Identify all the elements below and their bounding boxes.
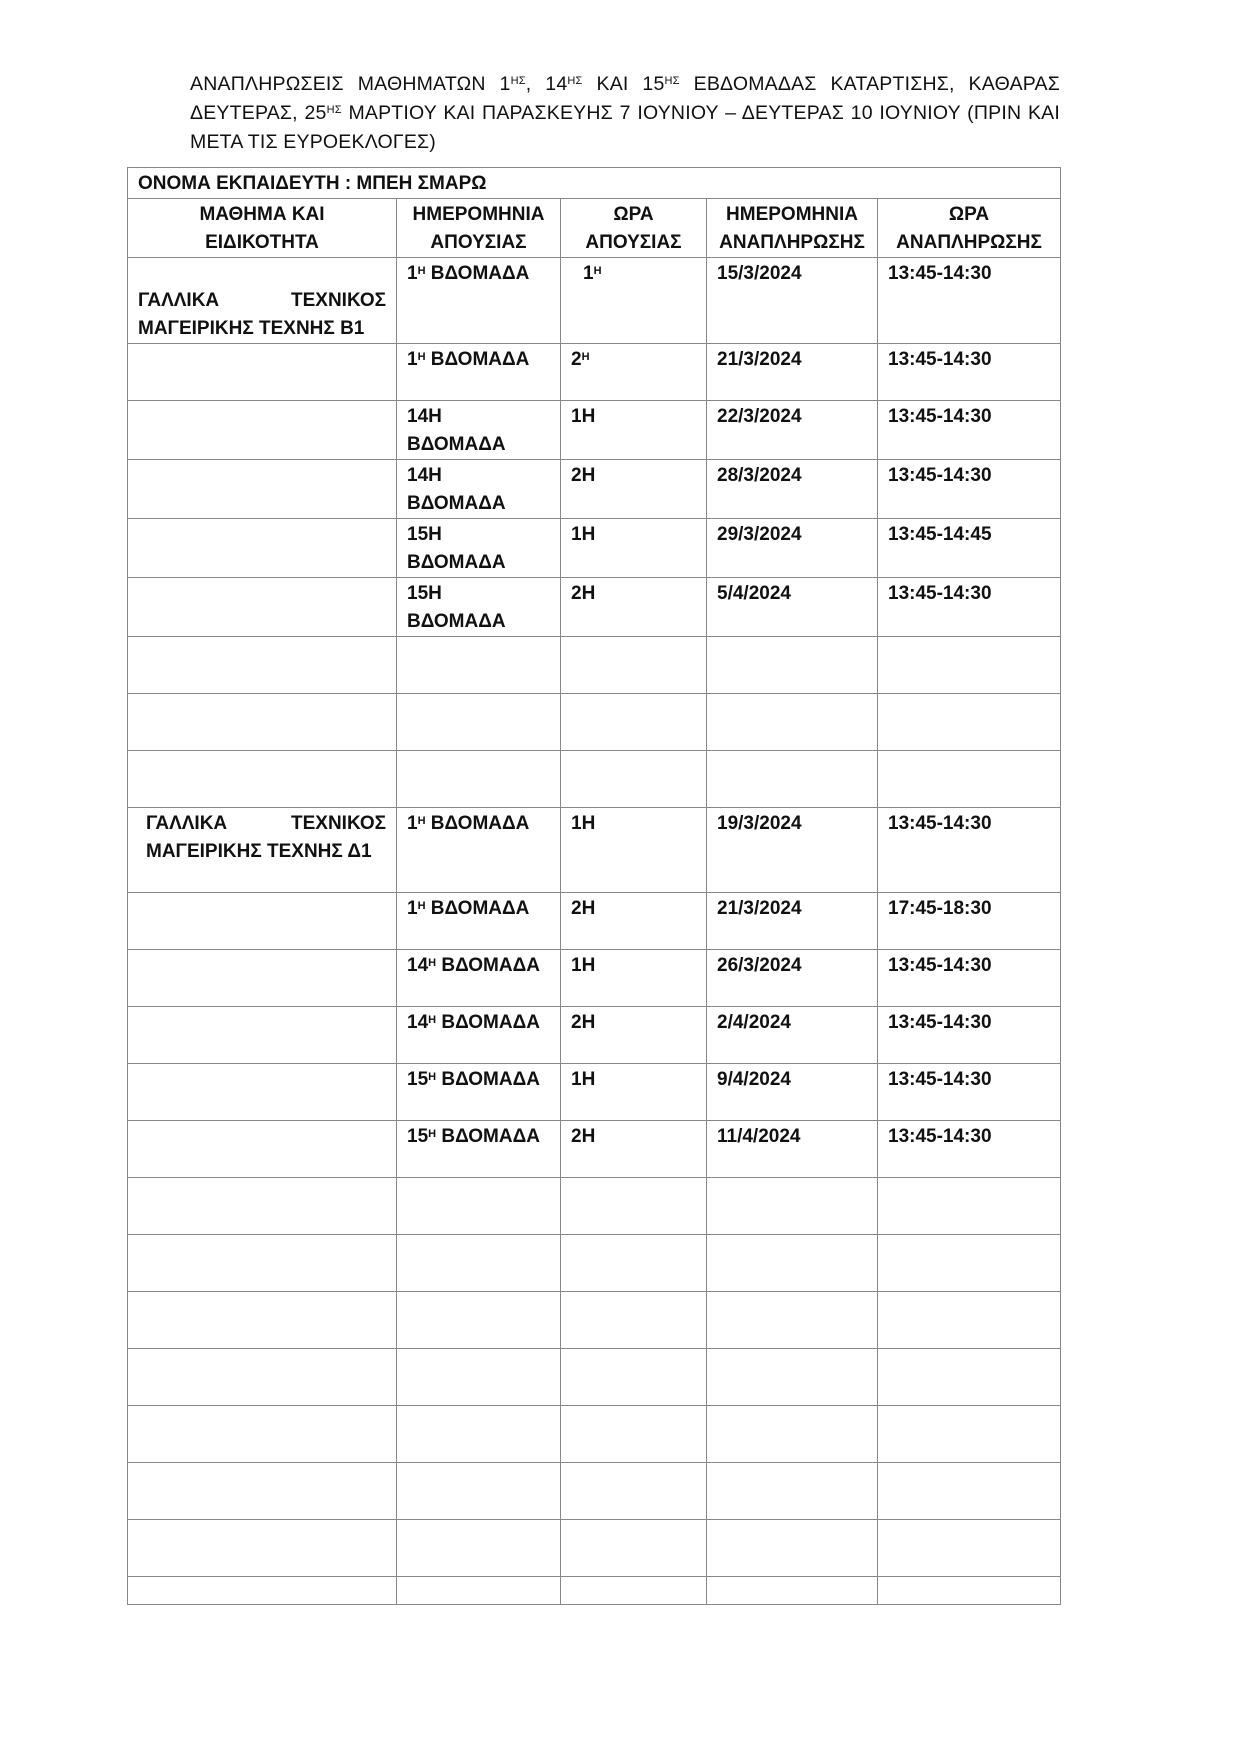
hour-sup: Η [581,351,590,363]
week-number: 14Η [407,406,442,427]
empty-cell [707,1520,878,1577]
week-number: 1 [407,813,418,834]
makeup-time: 13:45-14:30 [878,344,1061,401]
week-number: 14Η [407,465,442,486]
week-sup: Η [417,815,426,827]
makeup-time: 17:45-18:30 [878,893,1061,950]
empty-row [128,1235,1061,1292]
absence-hour: 2Η [561,460,707,519]
empty-cell [128,1577,397,1605]
makeup-date: 11/4/2024 [707,1121,878,1178]
table-row [128,344,1061,401]
makeup-date: 5/4/2024 [707,578,878,637]
week-label: ΒΔΟΜΑΔΑ [436,1126,540,1147]
week-label: ΒΔΟΜΑΔΑ [425,263,530,284]
empty-cell [561,694,707,751]
week-number: 15Η [407,524,442,545]
header-line: ΕΙΔΙΚΟΤΗΤΑ [205,232,319,253]
intro-text: ΑΝΑΠΛΗΡΩΣΕΙΣ ΜΑΘΗΜΑΤΩΝ 1 [190,73,511,95]
subject-cell [128,950,397,1007]
makeup-time: 13:45-14:30 [878,460,1061,519]
absence-hour: 2Η [561,1007,707,1064]
empty-row [128,1577,1061,1605]
week-number: 1 [407,349,418,370]
week-number: 14 [407,955,429,976]
empty-row [128,1178,1061,1235]
subject-line: ΓΑΛΛΙΚΑ ΤΕΧΝΙΚΟΣ [146,813,386,834]
instructor-name: ΟΝΟΜΑ ΕΚΠΑΙΔΕΥΤΗ : ΜΠΕΗ ΣΜΑΡΩ [128,168,1061,199]
makeup-schedule-table [127,167,1061,1605]
empty-cell [397,1520,561,1577]
makeup-time: 13:45-14:45 [878,519,1061,578]
makeup-date: 15/3/2024 [707,258,878,344]
week-sup: Η [417,900,426,912]
subject-cell [128,344,397,401]
week-number: 15 [407,1069,429,1090]
week-label: ΒΔΟΜΑΔΑ [407,552,506,573]
empty-row [128,637,1061,694]
empty-cell [128,637,397,694]
absence-week [397,401,561,460]
week-label: ΒΔΟΜΑΔΑ [407,493,506,514]
header-line: ΩΡΑ [613,204,654,225]
empty-cell [707,1463,878,1520]
empty-row [128,1406,1061,1463]
week-label: ΒΔΟΜΑΔΑ [436,1069,540,1090]
header-line: ΩΡΑ [948,204,990,225]
instructor-row [128,168,1061,199]
empty-cell [397,1577,561,1605]
week-sup: Η [417,265,426,277]
empty-cell [128,694,397,751]
header-line: ΑΠΟΥΣΙΑΣ [430,232,527,253]
absence-hour: 1Η [561,808,707,893]
makeup-time: 13:45-14:30 [878,808,1061,893]
header-cell [397,199,561,258]
hour-sup: Η [593,265,602,277]
table-row [128,1064,1061,1121]
empty-cell [128,1520,397,1577]
empty-row [128,1292,1061,1349]
makeup-date: 28/3/2024 [707,460,878,519]
makeup-date: 26/3/2024 [707,950,878,1007]
subject-cell [128,578,397,637]
empty-cell [878,1463,1061,1520]
subject-cell [128,1007,397,1064]
empty-row [128,1520,1061,1577]
makeup-time: 13:45-14:30 [878,1064,1061,1121]
subject-line: ΜΑΓΕΙΡΙΚΗΣ ΤΕΧΝΗΣ Δ1 [146,841,372,862]
header-cell [561,199,707,258]
intro-sup: ΗΣ [510,75,526,87]
makeup-time: 13:45-14:30 [878,1121,1061,1178]
hour-number: 1 [583,263,594,284]
subject-line: ΓΑΛΛΙΚΑ ΤΕΧΝΙΚΟΣ [138,290,386,311]
empty-cell [397,1235,561,1292]
absence-week [397,344,561,401]
empty-cell [561,1520,707,1577]
subject-cell [128,460,397,519]
absence-hour: 1Η [561,1064,707,1121]
empty-cell [128,1235,397,1292]
document-intro [190,70,1060,157]
absence-week [397,578,561,637]
header-cell [878,199,1061,258]
table-row [128,1007,1061,1064]
empty-cell [707,1349,878,1406]
empty-cell [561,1406,707,1463]
table-row [128,460,1061,519]
week-number: 15 [407,1126,429,1147]
empty-row [128,751,1061,808]
empty-cell [707,1178,878,1235]
empty-cell [561,1235,707,1292]
subject-line: ΜΑΓΕΙΡΙΚΗΣ ΤΕΧΝΗΣ Β1 [138,318,365,339]
empty-cell [561,751,707,808]
week-sup: Η [417,351,426,363]
makeup-date: 21/3/2024 [707,344,878,401]
table-row [128,401,1061,460]
empty-cell [397,637,561,694]
week-sup: Η [428,1128,437,1140]
week-number: 1 [407,263,418,284]
empty-cell [397,1178,561,1235]
empty-cell [561,637,707,694]
empty-cell [707,751,878,808]
empty-cell [397,1349,561,1406]
intro-text: ΚΑΙ 15 [582,73,665,95]
week-label: ΒΔΟΜΑΔΑ [425,349,530,370]
empty-cell [128,1406,397,1463]
makeup-date: 29/3/2024 [707,519,878,578]
absence-week [397,519,561,578]
subject-cell [128,401,397,460]
subject-cell [128,1121,397,1178]
absence-hour: 1Η [561,950,707,1007]
empty-row [128,1463,1061,1520]
empty-cell [707,637,878,694]
week-label: ΒΔΟΜΑΔΑ [425,813,530,834]
empty-cell [878,637,1061,694]
empty-cell [878,1520,1061,1577]
table-row [128,519,1061,578]
makeup-date: 2/4/2024 [707,1007,878,1064]
week-label: ΒΔΟΜΑΔΑ [436,955,540,976]
makeup-time: 13:45-14:30 [878,1007,1061,1064]
empty-cell [128,1292,397,1349]
absence-week [397,950,561,1007]
empty-cell [878,1577,1061,1605]
header-line: ΜΑΘΗΜΑ ΚΑΙ [199,204,325,225]
table-row [128,258,1061,344]
absence-hour: 2Η [561,1121,707,1178]
empty-cell [878,1178,1061,1235]
empty-cell [707,1292,878,1349]
empty-row [128,694,1061,751]
absence-hour: 2Η [561,578,707,637]
absence-hour: 1Η [561,401,707,460]
week-sup: Η [428,957,437,969]
intro-sup: ΗΣ [567,75,583,87]
empty-cell [397,694,561,751]
empty-cell [397,1292,561,1349]
makeup-date: 9/4/2024 [707,1064,878,1121]
empty-cell [878,1349,1061,1406]
empty-cell [128,1178,397,1235]
makeup-time: 13:45-14:30 [878,950,1061,1007]
empty-cell [397,1463,561,1520]
header-line: ΑΝΑΠΛΗΡΩΣΗΣ [896,232,1042,253]
hour-number: 2 [571,349,582,370]
table-row [128,808,1061,893]
absence-hour [561,344,707,401]
week-label: ΒΔΟΜΑΔΑ [407,611,506,632]
subject-cell [128,258,397,344]
week-label: ΒΔΟΜΑΔΑ [425,898,530,919]
makeup-time: 13:45-14:30 [878,258,1061,344]
empty-cell [128,1349,397,1406]
empty-cell [707,1406,878,1463]
header-line: ΗΜΕΡΟΜΗΝΙΑ [412,204,545,225]
subject-cell [128,808,397,893]
table-row [128,893,1061,950]
intro-sup: ΗΣ [664,75,680,87]
absence-week [397,1007,561,1064]
empty-cell [878,1235,1061,1292]
empty-cell [397,751,561,808]
table-row [128,1121,1061,1178]
empty-cell [878,1292,1061,1349]
empty-row [128,1349,1061,1406]
week-sup: Η [428,1014,437,1026]
empty-cell [561,1349,707,1406]
intro-text: ΕΒΔΟΜΑΔΑΣ ΚΑΤΑΡΤΙΣΗΣ, ΚΑΘΑΡΑΣ ΔΕΥΤΕΡΑΣ, 25 [190,73,1061,124]
empty-cell [561,1292,707,1349]
absence-week [397,1064,561,1121]
empty-cell [561,1463,707,1520]
empty-cell [561,1178,707,1235]
empty-cell [128,1463,397,1520]
week-number: 14 [407,1012,429,1033]
empty-cell [707,694,878,751]
subject-cell [128,1064,397,1121]
table-row [128,950,1061,1007]
header-line: ΑΠΟΥΣΙΑΣ [585,232,682,253]
header-line: ΗΜΕΡΟΜΗΝΙΑ [726,204,858,225]
makeup-date: 19/3/2024 [707,808,878,893]
absence-week [397,1121,561,1178]
empty-cell [561,1577,707,1605]
intro-text: , 14 [525,73,568,95]
absence-week [397,893,561,950]
header-line: ΑΝΑΠΛΗΡΩΣΗΣ [719,232,865,253]
week-label: ΒΔΟΜΑΔΑ [436,1012,540,1033]
table-row [128,578,1061,637]
makeup-time: 13:45-14:30 [878,401,1061,460]
absence-week [397,258,561,344]
subject-cell [128,893,397,950]
empty-cell [878,1406,1061,1463]
absence-hour [561,258,707,344]
makeup-time: 13:45-14:30 [878,578,1061,637]
subject-cell [128,519,397,578]
empty-cell [878,751,1061,808]
makeup-date: 22/3/2024 [707,401,878,460]
header-cell [128,199,397,258]
empty-cell [128,751,397,808]
intro-sup: ΗΣ [326,104,342,116]
intro-text: ΜΑΡΤΙΟΥ ΚΑΙ ΠΑΡΑΣΚΕΥΗΣ 7 ΙΟΥΝΙΟΥ – ΔΕΥΤΕΡΑΣ 10 ΙΟΥΝΙΟΥ (ΠΡΙΝ ΚΑΙ ΜΕΤΑ ΤΙΣ ΕΥΡΟΕΚΛΟΓΕΣ) [190,102,1060,153]
empty-cell [878,694,1061,751]
absence-week [397,808,561,893]
empty-cell [707,1577,878,1605]
week-number: 1 [407,898,418,919]
absence-hour: 2Η [561,893,707,950]
empty-cell [707,1235,878,1292]
week-sup: Η [428,1071,437,1083]
week-number: 15Η [407,583,442,604]
week-label: ΒΔΟΜΑΔΑ [407,434,506,455]
empty-cell [397,1406,561,1463]
makeup-date: 21/3/2024 [707,893,878,950]
absence-week [397,460,561,519]
absence-hour: 1Η [561,519,707,578]
header-row [128,199,1061,258]
header-cell [707,199,878,258]
